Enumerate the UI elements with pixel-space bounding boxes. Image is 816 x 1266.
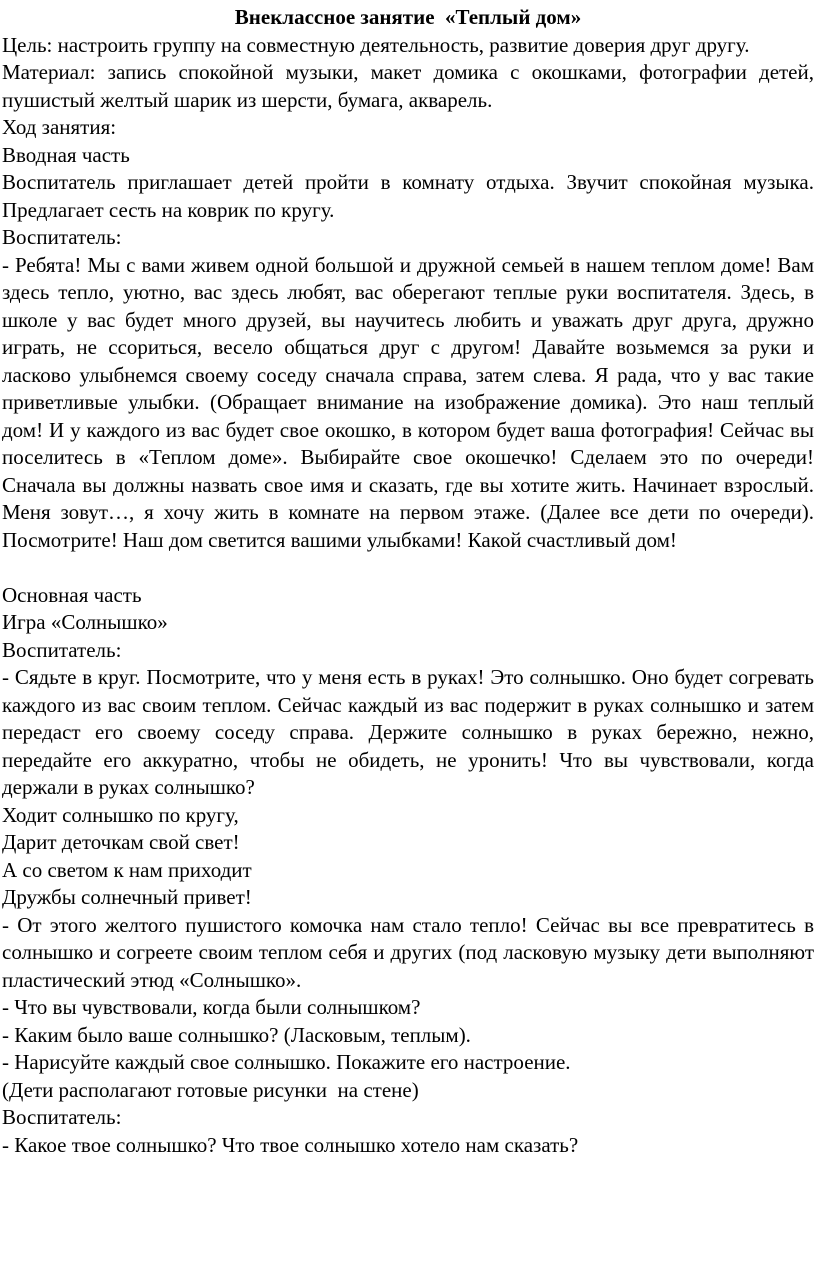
teacher-label: Воспитатель:	[2, 1105, 122, 1129]
game-title: Игра «Солнышко»	[2, 610, 168, 634]
poem-line: А со светом к нам приходит	[2, 857, 252, 882]
note-line: (Дети располагают готовые рисунки на стене)	[2, 1077, 419, 1102]
question-line: - Каким было ваше солнышко? (Ласковым, теплым).	[2, 1022, 471, 1047]
document-title: Внеклассное занятие «Теплый дом»	[234, 5, 582, 29]
goal-paragraph: Цель: настроить группу на совместную деятельность, развитие доверия друг другу.	[2, 32, 750, 57]
poem-line: Дарит деточкам свой свет!	[2, 830, 240, 854]
question-line: - Нарисуйте каждый свое солнышко. Покажите его настроение.	[2, 1050, 571, 1074]
course-heading: Ход занятия:	[2, 115, 117, 139]
poem-line: Дружбы солнечный привет!	[2, 885, 252, 909]
question-line: - Что вы чувствовали, когда были солнышком?	[2, 995, 421, 1019]
teacher-speech-paragraph: - От этого желтого пушистого комочка нам стало тепло! Сейчас вы все превратитесь в солнышко и согреете своим теплом себя и других (под ласковую музыку дети выполняют пластический этюд «Солнышко».	[2, 912, 814, 992]
question-line: - Какое твое солнышко? Что твое солнышко хотело нам сказать?	[2, 1132, 579, 1157]
teacher-label: Воспитатель:	[2, 637, 122, 662]
intro-paragraph: Воспитатель приглашает детей пройти в комнату отдыха. Звучит спокойная музыка. Предлагает сесть на коврик по кругу.	[2, 170, 814, 222]
main-heading: Основная часть	[2, 582, 142, 607]
intro-heading: Вводная часть	[2, 142, 130, 167]
blank-line	[2, 554, 814, 582]
teacher-label: Воспитатель:	[2, 225, 122, 249]
teacher-speech-paragraph: - Ребята! Мы с вами живем одной большой и дружной семьей в нашем теплом доме! Вам здесь тепло, уютно, вас здесь любят, вас оберегают теплые руки воспитателя. Здесь, в школе у вас будет много друзей, вы научитесь любить и уважать друг друга, дружно играть, не ссориться, весело общаться друг с другом! Давайте возьмемся за руки и ласково улыбнемся своему соседу сначала справа, затем слева. Я рада, что у вас такие приветливые улыбки. (Обращает внимание на изображение домика). Это наш теплый дом! И у каждого из вас будет свое окошко, в котором будет ваша фотография! Сейчас вы поселитесь в «Теплом доме». Выбирайте свое окошечко! Сделаем это по очереди! Сначала вы должны назвать свое имя и сказать, где вы хотите жить. Начинает взрослый. Меня зовут…, я хочу жить в комнате на первом этаже. (Далее все дети по очереди). Посмотрите! Наш дом светится вашими улыбками! Какой счастливый дом!	[2, 252, 814, 552]
material-paragraph: Материал: запись спокойной музыки, макет домика с окошками, фотографии детей, пушистый желтый шарик из шерсти, бумага, акварель.	[2, 60, 814, 112]
teacher-speech-paragraph: - Сядьте в круг. Посмотрите, что у меня есть в руках! Это солнышко. Оно будет согревать каждого из вас своим теплом. Сейчас каждый из вас подержит в руках солнышко и затем передаст его своему соседу справа. Держите солнышко в руках бережно, нежно, передайте его аккуратно, чтобы не обидеть, не уронить! Что вы чувствовали, когда держали в руках солнышко?	[2, 665, 814, 799]
poem-line: Ходит солнышко по кругу,	[2, 802, 239, 827]
